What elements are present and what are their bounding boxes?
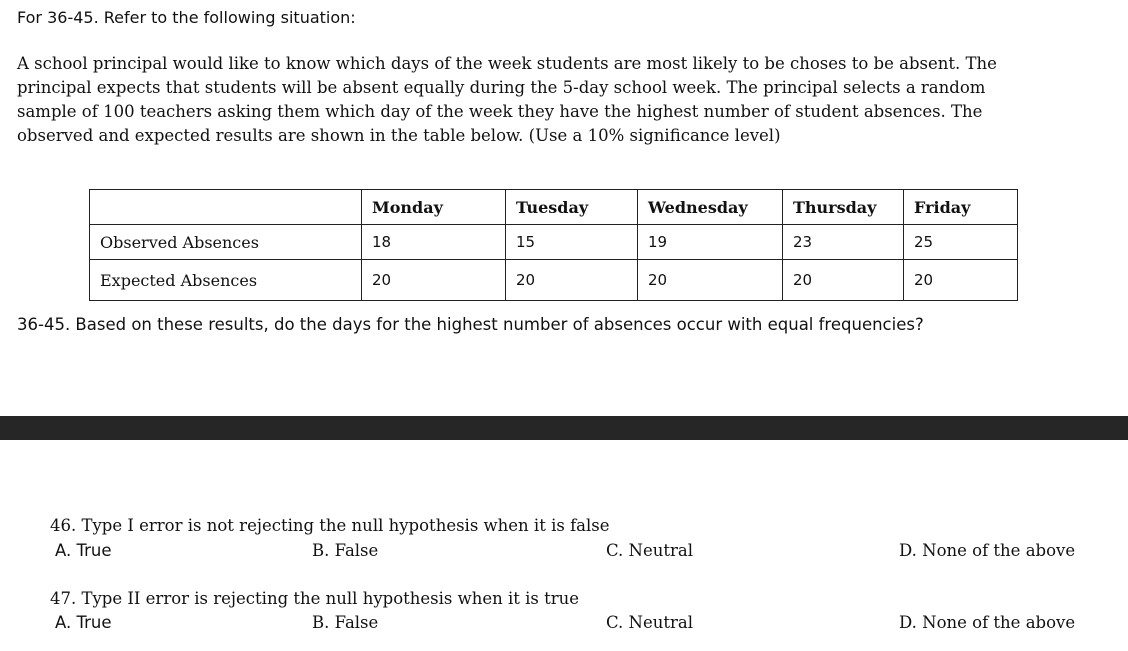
- option-a[interactable]: A. True: [55, 613, 112, 632]
- table-cell: 20: [638, 260, 783, 301]
- table-cell: 18: [362, 225, 506, 260]
- table-cell: 20: [362, 260, 506, 301]
- table-header-tuesday: Tuesday: [506, 190, 638, 225]
- row-label: Observed Absences: [90, 225, 362, 260]
- table-cell: 20: [506, 260, 638, 301]
- situation-line: sample of 100 teachers asking them which day of the week they have the highest number of student absences. The: [17, 102, 983, 121]
- option-a[interactable]: A. True: [55, 541, 112, 560]
- table-cell: 23: [783, 225, 904, 260]
- situation-line: principal expects that students will be absent equally during the 5-day school week. The principal selects a random: [17, 78, 986, 97]
- table-cell: 15: [506, 225, 638, 260]
- table-header-row: [90, 190, 1018, 225]
- table-cell: 20: [904, 260, 1018, 301]
- table-header-friday: Friday: [904, 190, 1018, 225]
- option-d[interactable]: D. None of the above: [899, 613, 1076, 632]
- table-row: [90, 225, 1018, 260]
- situation-line: observed and expected results are shown in the table below. (Use a 10% significance level): [17, 126, 781, 145]
- row-label: Expected Absences: [90, 260, 362, 301]
- option-b[interactable]: B. False: [312, 613, 379, 632]
- option-c[interactable]: C. Neutral: [606, 613, 693, 632]
- table-cell: 25: [904, 225, 1018, 260]
- situation-line: A school principal would like to know which days of the week students are most likely to be choses to be absent. The: [17, 54, 997, 73]
- situation-paragraph: [17, 52, 1117, 148]
- option-d[interactable]: D. None of the above: [899, 541, 1076, 560]
- question-47-text: 47. Type II error is rejecting the null hypothesis when it is true: [50, 589, 580, 608]
- table-header-thursday: Thursday: [783, 190, 904, 225]
- option-b[interactable]: B. False: [312, 541, 379, 560]
- situation-heading: For 36-45. Refer to the following situation:: [17, 8, 356, 27]
- table-header-monday: Monday: [362, 190, 506, 225]
- table-row: [90, 260, 1018, 301]
- table-cell: 20: [783, 260, 904, 301]
- option-c[interactable]: C. Neutral: [606, 541, 693, 560]
- question-46-text: 46. Type I error is not rejecting the null hypothesis when it is false: [50, 516, 610, 535]
- question-36-45: 36-45. Based on these results, do the days for the highest number of absences occur with equal frequencies?: [17, 315, 924, 334]
- table-header-empty: [90, 190, 362, 225]
- absences-table: [89, 189, 1018, 301]
- divider-bar: [0, 416, 1128, 440]
- table-cell: 19: [638, 225, 783, 260]
- table-header-wednesday: Wednesday: [638, 190, 783, 225]
